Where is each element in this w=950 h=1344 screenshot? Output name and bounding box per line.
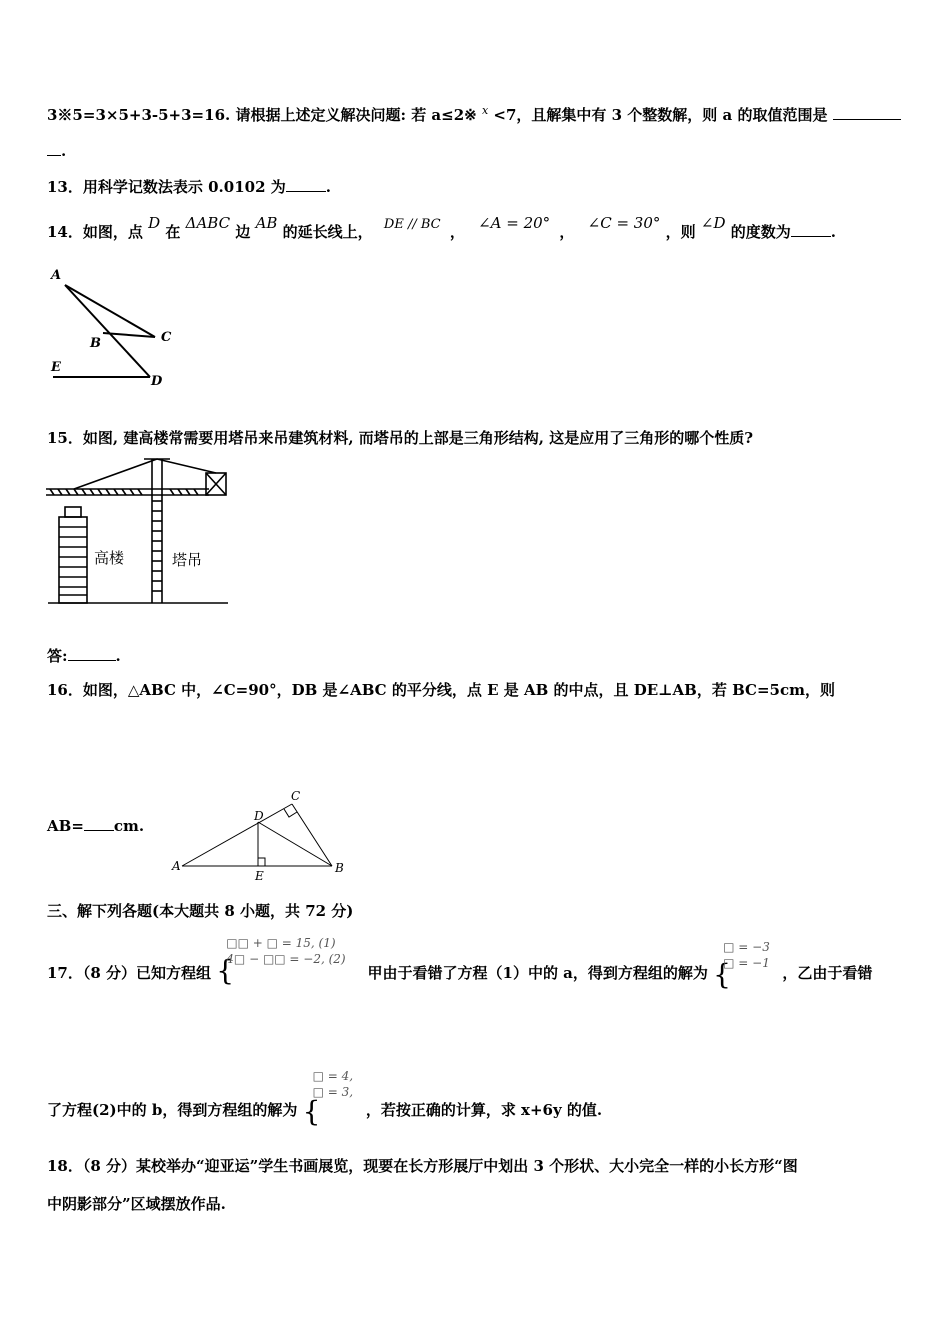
q16-label-e: E xyxy=(255,869,264,883)
q13-line xyxy=(47,176,331,197)
q15-text: 15．如图, 建高楼常需要用塔吊来吊建筑材料, 而塔吊的上部是三角形结构, 这是应用了三角形的哪个性质? xyxy=(47,429,754,447)
q16-ab-suffix: cm. xyxy=(113,817,145,835)
q12-line2 xyxy=(47,142,66,160)
q17-solution-2 xyxy=(302,1069,361,1128)
q16-right-angle-e xyxy=(258,858,265,866)
q17-sol2-row2: □ = 3, xyxy=(312,1085,354,1099)
q17-line2-suffix: ，若按正确的计算，求 x+6y 的值. xyxy=(365,1101,603,1119)
q14-label-e: E xyxy=(51,360,61,375)
q15-answer-blank[interactable] xyxy=(68,648,116,661)
q15-building-floors xyxy=(59,527,87,595)
q17-solution-1-brace: { xyxy=(713,958,731,991)
q14-angle-a: ∠A = 20° xyxy=(478,214,551,232)
q14-segment-ac xyxy=(65,285,155,337)
q15-label-crane: 塔吊 xyxy=(172,551,203,569)
q17-line2 xyxy=(47,1069,603,1128)
q15-mast-rungs xyxy=(152,501,162,591)
q16-segment-db xyxy=(258,822,332,866)
q14-answer-blank[interactable] xyxy=(791,224,831,237)
q18-line1-text: 18．（8 分）某校举办“迎亚运”学生书画展览，现要在长方形展厅中划出 3 个形状、大小完全一样的小长方形“图 xyxy=(47,1157,798,1175)
section-3-title-text: 三、解下列各题(本大题共 8 小题，共 72 分) xyxy=(47,902,354,920)
q17-solution-2-brace: { xyxy=(302,1095,321,1128)
q14-figure xyxy=(45,265,185,395)
q12-end: . xyxy=(61,142,67,160)
q14-sep2: ， xyxy=(559,223,575,241)
q12-var: x xyxy=(481,104,489,117)
q16-segment-ac xyxy=(182,804,292,866)
q16-ab-prefix: AB= xyxy=(47,817,84,835)
q17-sol2-row1: □ = 4, xyxy=(312,1069,354,1083)
q15-jib-truss xyxy=(50,489,198,495)
q14-w3: 的延长线上， xyxy=(282,223,373,241)
q17-solution-2-rows xyxy=(313,1068,353,1100)
q14-angle-d: ∠D xyxy=(700,214,726,232)
q17-solution-1 xyxy=(713,940,777,991)
q16-text: 16．如图，△ABC 中，∠C=90°，DB 是∠ABC 的平分线，点 E 是 AB 的中点，且 DE⊥AB，若 BC=5cm，则 xyxy=(47,681,835,699)
q13-text: 13．用科学记数法表示 0.0102 为 xyxy=(47,178,286,196)
q18-line1 xyxy=(47,1155,798,1176)
q15-answer-prefix: 答: xyxy=(47,647,68,665)
q18-line2 xyxy=(47,1193,226,1214)
q14-angle-c: ∠C = 30° xyxy=(587,214,661,232)
q15-answer-end: . xyxy=(115,647,121,665)
q18-line2-text: 中阴影部分”区域摆放作品. xyxy=(47,1195,226,1213)
q16-segment-cb xyxy=(292,804,332,866)
q17-line2-prefix: 了方程(2)中的 b，得到方程组的解为 xyxy=(47,1101,298,1119)
q17-sol1-row2: □ = −1 xyxy=(723,956,770,970)
q14-prefix: 14．如图，点 xyxy=(47,223,143,241)
q16-figure xyxy=(170,788,350,883)
q17-line xyxy=(47,936,873,991)
q16-label-a: A xyxy=(172,859,181,873)
q17-system-row2: 4□ − □□ = −2, (2) xyxy=(226,952,346,966)
q14-w4: ，则 xyxy=(665,223,696,241)
q17-mid: 甲由于看错了方程（1）中的 a，得到方程组的解为 xyxy=(367,964,708,982)
q14-w2: 边 xyxy=(235,223,251,241)
q15-tie-left xyxy=(74,459,157,489)
q15-tie-right xyxy=(157,459,216,473)
q16-label-b: B xyxy=(335,861,344,875)
q14-line xyxy=(47,214,836,242)
q14-end: . xyxy=(830,223,836,241)
q16-label-d: D xyxy=(254,809,264,823)
q16-label-c: C xyxy=(291,789,301,803)
q12-line xyxy=(47,104,901,125)
q16-right-angle-c xyxy=(284,809,297,817)
q13-answer-blank[interactable] xyxy=(286,179,326,192)
q14-w1: 在 xyxy=(165,223,181,241)
q14-label-c: C xyxy=(161,330,172,345)
q12-answer-blank[interactable] xyxy=(833,107,901,120)
q17-system-rows xyxy=(226,935,345,967)
q14-segment-ad xyxy=(65,285,150,377)
q16-line xyxy=(47,679,835,700)
q16-answer-blank[interactable] xyxy=(84,818,114,831)
q17-system-row1: □□ + □ = 15, (1) xyxy=(226,936,336,950)
q17-system xyxy=(216,936,362,987)
q12-answer-blank-cont[interactable] xyxy=(47,143,61,156)
q16-ab-line xyxy=(47,817,144,835)
q17-sol1-row1: □ = −3 xyxy=(723,940,770,954)
q14-w5: 的度数为 xyxy=(730,223,791,241)
q14-sep1: ， xyxy=(449,223,465,241)
q13-end: . xyxy=(325,178,331,196)
q12-text: 3※5=3×5+3-5+3=16. 请根据上述定义解决问题: 若 a≤2※ xyxy=(47,106,477,124)
q15-figure xyxy=(44,455,234,610)
q14-label-a: A xyxy=(51,268,62,283)
q15-line xyxy=(47,427,753,448)
q17-system-brace: { xyxy=(216,954,235,987)
q14-side-ab: AB xyxy=(255,214,278,232)
q17-prefix: 17．（8 分）已知方程组 xyxy=(47,964,212,982)
q15-building-top xyxy=(65,507,81,517)
section-3-title xyxy=(47,900,353,921)
q17-solution-1-rows xyxy=(723,939,770,971)
q14-triangle-abc: ΔABC xyxy=(185,214,231,232)
q14-label-d: D xyxy=(151,374,163,389)
q14-label-b: B xyxy=(90,336,101,351)
q17-mid2: ，乙由于看错 xyxy=(782,964,873,982)
q15-answer-line xyxy=(47,645,121,666)
q15-building xyxy=(59,517,87,603)
q15-label-building: 高楼 xyxy=(94,549,125,567)
q14-parallel: DE // BC xyxy=(383,217,441,232)
q12-text2: <7，且解集中有 3 个整数解，则 a 的取值范围是 xyxy=(493,106,828,124)
q14-point-d: D xyxy=(148,214,161,232)
